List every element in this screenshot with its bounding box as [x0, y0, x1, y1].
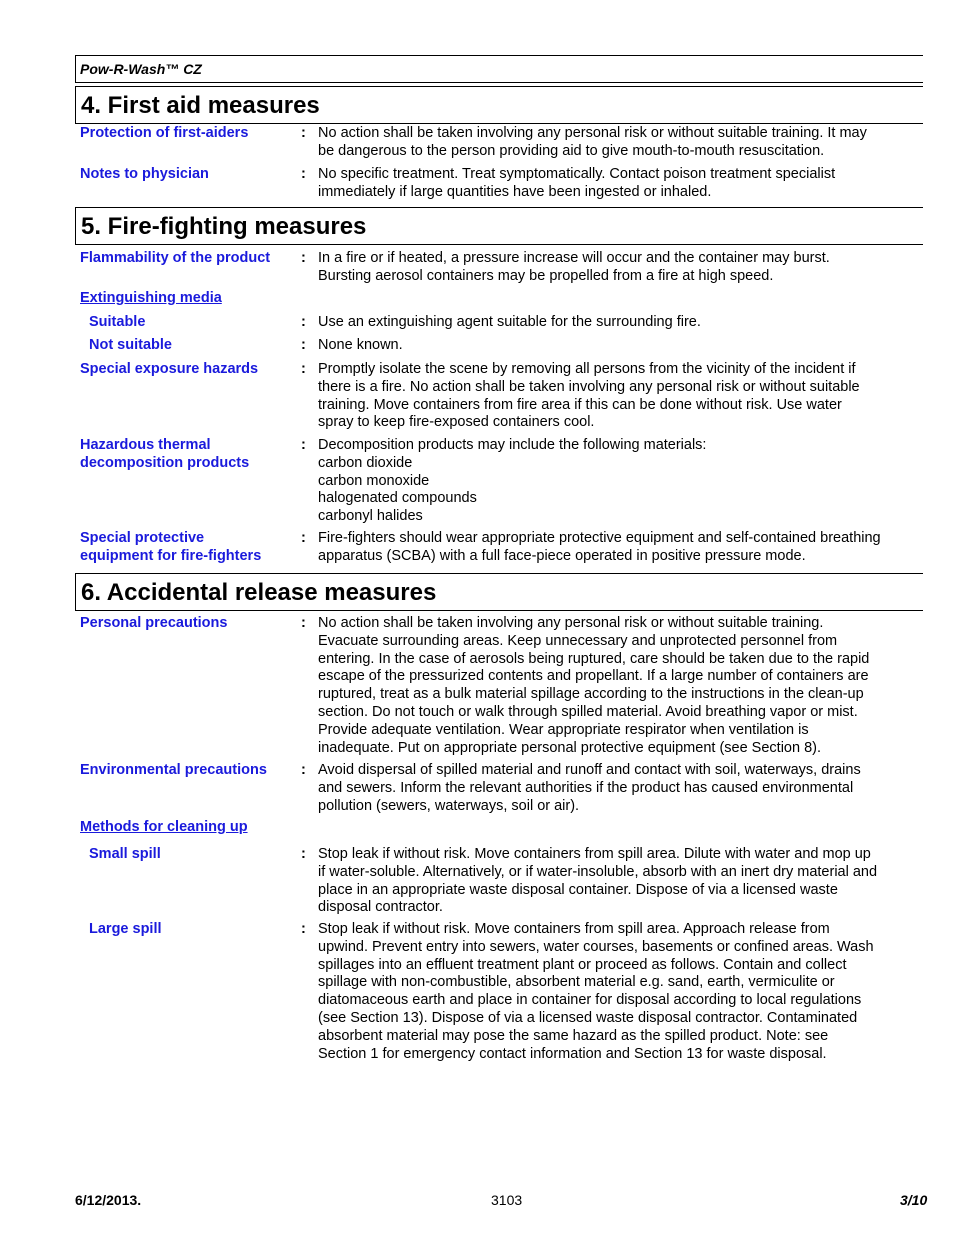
field-label: Not suitable: [89, 337, 172, 353]
footer-page-number: 3/10: [900, 1192, 928, 1208]
section-5-heading: [75, 207, 923, 245]
colon: :: [301, 921, 306, 937]
colon: :: [301, 314, 306, 330]
field-label: Environmental precautions: [80, 762, 267, 778]
field-value: Decomposition products may include the following materials: carbon dioxide carbon monoxide halogenated compounds carbonyl halides: [318, 437, 707, 525]
colon: :: [301, 762, 306, 778]
section-4-heading: [75, 86, 923, 124]
field-label: Large spill: [89, 921, 162, 937]
colon: :: [301, 530, 306, 546]
field-label: Special exposure hazards: [80, 361, 259, 377]
field-label: Small spill: [89, 846, 161, 862]
colon: :: [301, 846, 306, 862]
field-value: Avoid dispersal of spilled material and runoff and contact with soil, waterways, drains and sewers. Inform the relevant authorities if the product has caused environmental pollution (sewers, waterways, soil or air).: [318, 762, 861, 814]
section-6-heading: [75, 573, 923, 611]
colon: :: [301, 337, 306, 353]
colon: :: [301, 437, 306, 453]
colon: :: [301, 615, 306, 631]
field-value: In a fire or if heated, a pressure increase will occur and the container may burst. Bursting aerosol containers may be propelled from a fire at high speed.: [318, 250, 830, 284]
field-value: No action shall be taken involving any personal risk or without suitable training. Evacuate surrounding areas. Keep unnecessary and unprotected personnel from entering. In the case of aerosols being ruptured, care should be taken due to the rapid escape of the pressurized contents and propellant. If a large number of containers are ruptured, treat as a bulk material spillage according to the instructions in the clean-up section. Do not touch or walk through spilled material. Avoid breathing vapor or mist. Provide adequate ventilation. Wear appropriate respirator when ventilation is inadequate. Put on appropriate personal protective equipment (see Section 8).: [318, 615, 870, 756]
colon: :: [301, 250, 306, 266]
field-label: Hazardous thermal decomposition products: [80, 437, 250, 471]
product-name: Pow-R-Wash™ CZ: [80, 61, 202, 77]
footer-date: 6/12/2013.: [75, 1192, 142, 1208]
colon: :: [301, 125, 306, 141]
field-value: No specific treatment. Treat symptomatically. Contact poison treatment specialist immediately if large quantities have been ingested or inhaled.: [318, 166, 836, 200]
field-value: Promptly isolate the scene by removing all persons from the vicinity of the incident if there is a fire. No action shall be taken involving any personal risk or without suitable training. Move containers from fire area if this can be done without risk. Use water spray to keep fire-exposed containers cool.: [318, 361, 860, 431]
field-value: Use an extinguishing agent suitable for the surrounding fire.: [318, 314, 701, 330]
field-value: Stop leak if without risk. Move containers from spill area. Approach release from upwind. Prevent entry into sewers, water courses, basements or confined areas. Wash spillages into an effluent treatment plant or proceed as follows. Contain and collect spillage with non-combustible, absorbent material e.g. sand, earth, vermiculite or diatomaceous earth and place in container for disposal according to local regulations (see Section 13). Dispose of via a licensed waste disposal contractor. Contaminated absorbent material may pose the same hazard as the spilled product. Note: see Section 1 for emergency contact information and Section 13 for waste disposal.: [318, 921, 874, 1062]
field-label: Notes to physician: [80, 166, 209, 182]
field-label: Protection of first-aiders: [80, 125, 249, 141]
footer-code: 3103: [491, 1192, 523, 1208]
field-value: Fire-fighters should wear appropriate protective equipment and self-contained breathing apparatus (SCBA) with a full face-piece operated in positive pressure mode.: [318, 530, 881, 564]
section-title: 5. Fire-fighting measures: [81, 213, 367, 240]
subheading-label: Methods for cleaning up: [80, 819, 248, 835]
field-value: Stop leak if without risk. Move containers from spill area. Dilute with water and mop up if water-soluble. Alternatively, or if water-insoluble, absorb with an inert dry material and place in an appropriate waste disposal container. Dispose of via a licensed waste disposal contractor.: [318, 846, 878, 916]
colon: :: [301, 166, 306, 182]
field-label: Suitable: [89, 314, 146, 330]
section-title: 4. First aid measures: [81, 92, 320, 119]
field-label: Special protective equipment for fire-fighters: [80, 530, 262, 564]
field-label: Flammability of the product: [80, 250, 271, 266]
product-name-bar: [75, 55, 923, 83]
field-value: No action shall be taken involving any personal risk or without suitable training. It may be dangerous to the person providing aid to give mouth-to-mouth resuscitation.: [318, 125, 867, 159]
subheading-label: Extinguishing media: [80, 290, 222, 306]
field-label: Personal precautions: [80, 615, 228, 631]
field-value: None known.: [318, 337, 403, 353]
colon: :: [301, 361, 306, 377]
section-title: 6. Accidental release measures: [81, 579, 437, 606]
